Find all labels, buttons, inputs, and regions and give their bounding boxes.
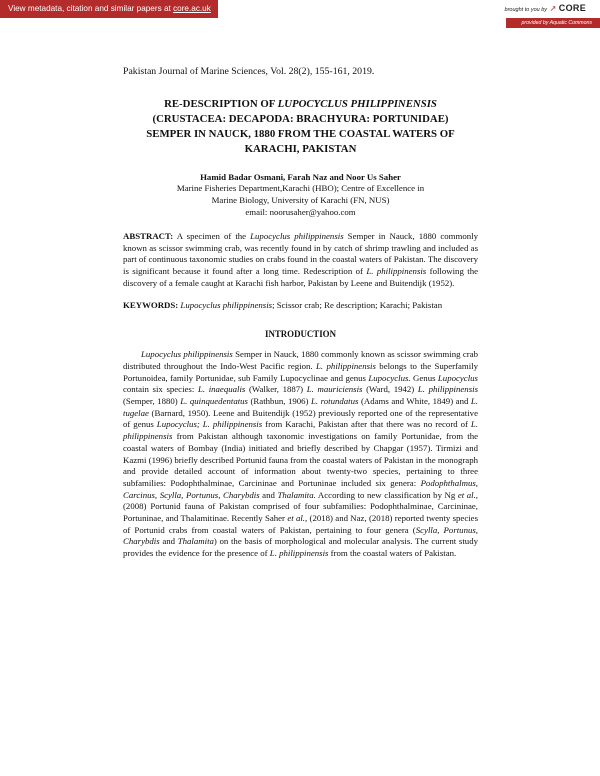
- intro-italic-term: L. philippinensis: [417, 384, 478, 395]
- keywords-species: Lupocyclus philippinensis: [178, 299, 273, 310]
- abstract-species: Lupocyclus philippinensis: [250, 231, 344, 241]
- intro-italic-term: L. tugelae: [123, 396, 478, 418]
- intro-text: (Adams and White, 1849) and: [358, 396, 471, 407]
- introduction-paragraph: [123, 349, 478, 560]
- intro-text: from Karachi, Pakistan after that there was no record of: [262, 419, 471, 430]
- journal-citation: Pakistan Journal of Marine Sciences, Vol. 28(2), 155-161, 2019.: [123, 66, 375, 77]
- intro-text: from the coastal waters of Pakistan.: [328, 548, 457, 559]
- intro-italic-term: et al.,: [287, 513, 308, 524]
- keywords: [123, 300, 478, 312]
- intro-italic-term: L. rotundatus: [311, 396, 359, 407]
- intro-text: (2008) Portunid fauna of Pakistan comprised of four subfamilies: Podophthalminae, Carcininae, Portuninae, and Thalamitinae. Recently Saher: [123, 501, 478, 524]
- abstract-label: ABSTRACT:: [123, 231, 174, 241]
- core-link-text: View metadata, citation and similar papers at: [8, 4, 174, 13]
- intro-text: contain six species:: [123, 384, 198, 395]
- keywords-text: ; Scissor crab; Re description; Karachi; Pakistan: [272, 299, 443, 310]
- intro-text: and: [259, 489, 278, 500]
- abstract-text: A specimen of the: [173, 231, 251, 241]
- abstract: [123, 231, 478, 290]
- intro-text: (Ward, 1942): [362, 384, 418, 395]
- abstract-species: L. philippinensis: [366, 266, 427, 277]
- intro-text: (Walker, 1887): [245, 384, 307, 395]
- intro-italic-term: Scylla, Portunus, Charybdis: [123, 524, 478, 547]
- section-heading-introduction: INTRODUCTION: [264, 329, 336, 340]
- intro-text: and: [159, 536, 178, 547]
- intro-italic-term: L. quinquedentatus: [180, 396, 248, 407]
- intro-italic-term: Podophthalmus, Carcinus, Scylla, Portunus, Charybdis: [123, 477, 478, 500]
- intro-text: ) on the basis of morphological and molecular analysis. The current study provides the evidence for the presence of: [123, 536, 478, 559]
- intro-italic-term: Thalamita: [177, 536, 214, 547]
- intro-italic-term: Thalamita.: [277, 489, 316, 500]
- intro-text: According to new classification by Ng: [315, 489, 458, 500]
- title-part4: KARACHI, PAKISTAN: [244, 143, 357, 155]
- intro-text: belongs to the Superfamily Portunoidea, family Portunidae, sub Family Lupocyclinae and genus: [123, 360, 478, 383]
- title-part2: (CRUSTACEA: DECAPODA: BRACHYURA: PORTUNIDAE): [152, 113, 449, 125]
- provider-text: provided by Aquatic Commons: [521, 20, 592, 26]
- affiliation: [123, 182, 478, 206]
- title-part1: RE-DESCRIPTION OF: [164, 98, 278, 110]
- core-banner: [0, 0, 600, 29]
- author-email: email: noorusaher@yahoo.com: [245, 207, 356, 217]
- core-link-url[interactable]: core.ac.uk: [173, 4, 211, 13]
- core-metadata-link[interactable]: [0, 0, 218, 18]
- intro-text: Genus: [410, 372, 438, 383]
- paper-body: [123, 66, 478, 560]
- provider-bar[interactable]: [506, 18, 600, 28]
- intro-italic-term: Lupocyclus; L. philippinensis: [156, 419, 263, 430]
- intro-text: (Barnard, 1950). Leene and Buitendijk (1952) previously reported one of the representative of genus: [123, 407, 478, 430]
- abstract-text: following the discovery of a female caught at Karachi fish harbor, Pakistan by Leene and Buitendijk (1952).: [123, 266, 478, 288]
- intro-italic-term: L. philippinensis: [316, 360, 376, 371]
- abstract-text: Semper in Nauck, 1880 commonly known as scissor swimming crab, was recently found in by catch of shrimp trawling and included as part of continuous taxonomic studies on crabs found in the coastal waters of Pakistan. The discovery is significant because it found after a long time. Redescription of: [123, 231, 478, 277]
- core-logo-icon: ↗: [549, 4, 557, 13]
- intro-italic-term: Lupocyclus.: [368, 372, 411, 383]
- intro-italic-term: L. inaequalis: [197, 384, 246, 395]
- intro-text: from Pakistan although taxonomic investigations on family Portunidae, from the coastal waters of Bombay (India) initiated and briefly described by Chapgar (1957). Tirmizi and Kazmi (1996) briefly described Portunid fauna from the coastal waters of Pakistan in the monograph and provide detailed account of information about twenty-two species, pertaining to three subfamilies: Podophthalminae, Carcininae and Portuninae included six genera:: [123, 431, 478, 488]
- affiliation-line1: Marine Fisheries Department,Karachi (HBO); Centre of Excellence in: [176, 183, 425, 193]
- title-species: LUPOCYCLUS PHILIPPINENSIS: [277, 98, 437, 110]
- core-logo-text: CORE: [558, 3, 586, 13]
- affiliation-line2: Marine Biology, University of Karachi (FN, NUS): [211, 195, 390, 205]
- intro-italic-term: L. mauriciensis: [306, 384, 363, 395]
- intro-text: (Semper, 1880): [123, 396, 181, 407]
- intro-italic-term: Lupocyclus: [437, 372, 478, 383]
- intro-text: (2018) and Naz, (2018) reported twenty species of Portunid crabs from coastal waters of Pakistan, pertaining to four genera (: [123, 513, 478, 535]
- intro-italic-term: et al.,: [457, 489, 478, 500]
- intro-italic-term: L. philippinensis: [269, 548, 329, 559]
- intro-text: Semper in Nauck, 1880 commonly known as scissor swimming crab distributed throughout the Indo-West Pacific region.: [123, 349, 478, 371]
- keywords-label: KEYWORDS:: [123, 299, 179, 310]
- title-part3: SEMPER IN NAUCK, 1880 FROM THE COASTAL WATERS OF: [146, 128, 455, 140]
- authors: Hamid Badar Osmani, Farah Naz and Noor Us Saher: [200, 172, 401, 182]
- paper-title: [123, 97, 478, 157]
- intro-italic-term: Lupocyclus philippinensis: [141, 349, 233, 360]
- intro-text: (Rathbun, 1906): [247, 396, 312, 407]
- intro-italic-term: L. philippinensis: [123, 419, 479, 442]
- brought-by-text: brought to you by: [504, 7, 548, 13]
- core-brand[interactable]: [505, 3, 586, 13]
